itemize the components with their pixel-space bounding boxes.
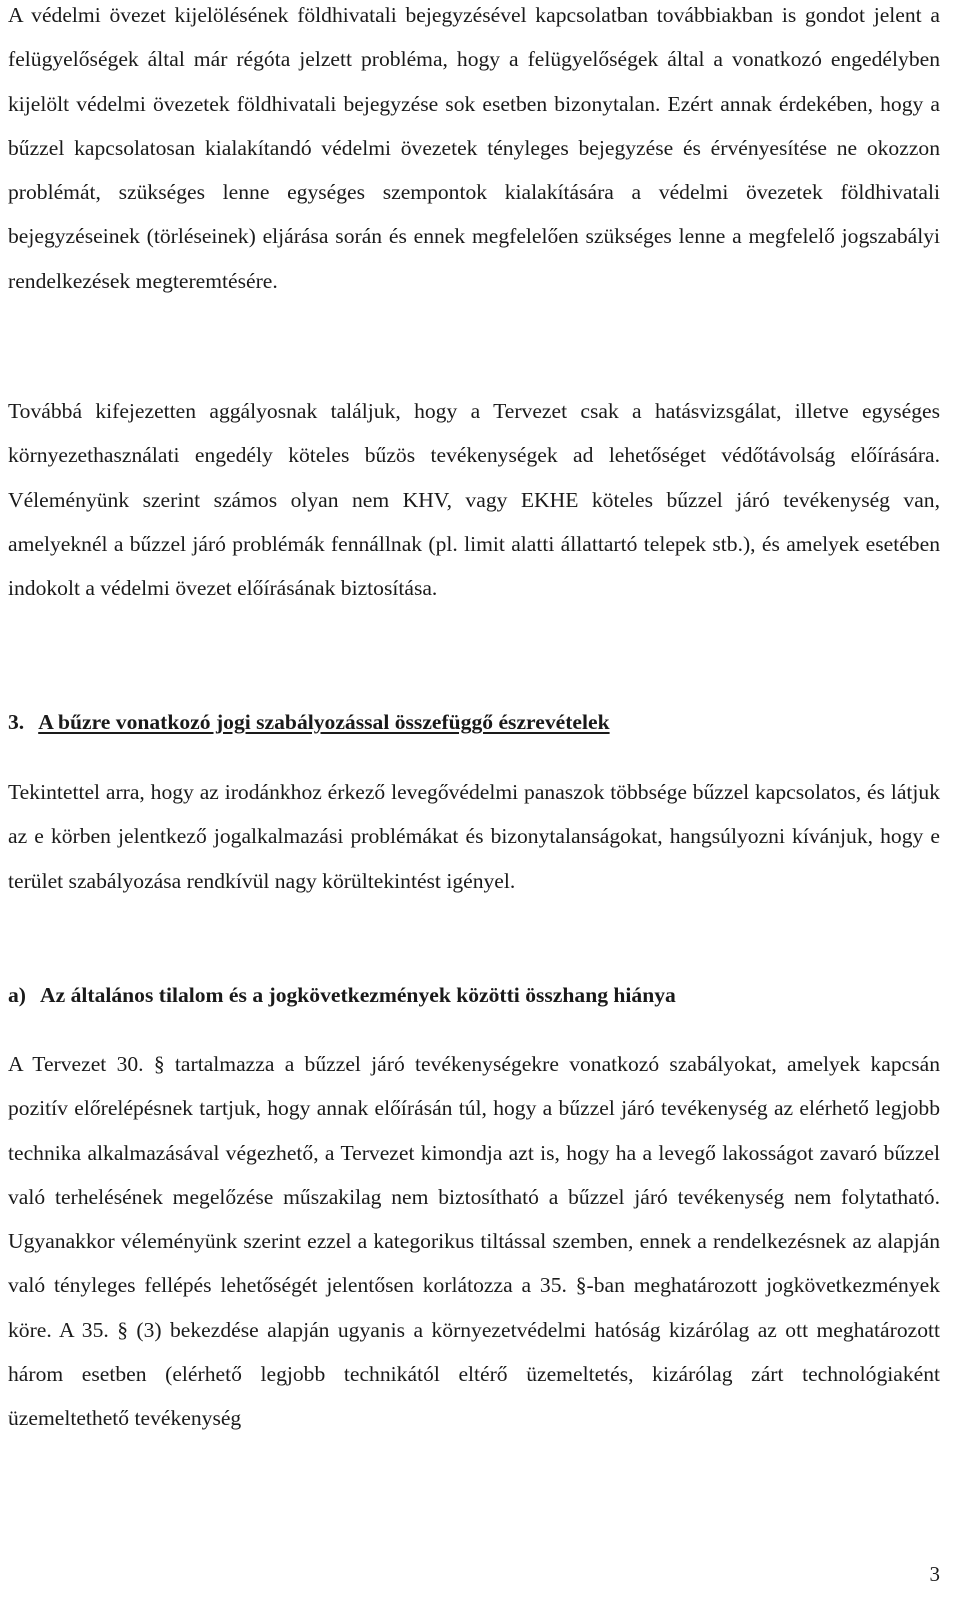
- paragraph-draft-section-30: A Tervezet 30. § tartalmazza a bűzzel járó tevékenységekre vonatkozó szabályokat, amelyek kapcsán pozitív előrelépésnek tartjuk, hogy annak előírásán túl, hogy a bűzzel járó tevékenység az elérhető legjobb technika alkalmazásával végezhető, a Tervezet kimondja azt is, hogy ha a levegő lakosságot zavaró bűzzel való terhelésének megelőzése műszakilag nem biztosítható a bűzzel járó tevékenység nem folytatható. Ugyanakkor véleményünk szerint ezzel a kategorikus tiltással szemben, ennek a rendelkezésnek az alapján való tényleges fellépés lehetőségét jelentősen korlátozza a 35. §-ban meghatározott jogkövetkezmények köre. A 35. § (3) bekezdése alapján ugyanis a környezetvédelmi hatóság kizárólag az ott meghatározott három esetben (elérhető legjobb technikától eltérő üzemeltetés, kizárólag zárt technológiaként üzemeltethető tevékenység: [8, 1052, 940, 1431]
- paragraph-protection-distance-concern: Továbbá kifejezetten aggályosnak találjuk, hogy a Tervezet csak a hatásvizsgálat, illetve egységes környezethasználati engedély köteles bűzös tevékenységek ad lehetőséget védőtávolság előírására. Véleményünk szerint számos olyan nem KHV, vagy EKHE köteles bűzzel járó tevékenység van, amelyeknél a bűzzel járó problémák fennállnak (pl. limit alatti állattartó telepek stb.), és amelyek esetében indokolt a védelmi övezet előírásának biztosítása.: [8, 399, 940, 601]
- subsection-letter: a): [8, 983, 26, 1007]
- section-heading: [8, 700, 940, 744]
- paragraph-protection-zone-registration: A védelmi övezet kijelölésének földhivatali bejegyzésével kapcsolatban továbbiakban is gondot jelent a felügyelőségek által már régóta jelzett probléma, hogy a felügyelőségek által a vonatkozó engedélyben kijelölt védelmi övezetek földhivatali bejegyzése sok esetben bizonytalan. Ezért annak érdekében, hogy a bűzzel kapcsolatosan kialakítandó védelmi övezetek tényleges bejegyzése és érvényesítése ne okozzon problémát, szükséges lenne egységes szempontok kialakítására a védelmi övezetek földhivatali bejegyzéseinek (törléseinek) eljárása során és ennek megfelelően szükséges lenne a megfelelő jogszabályi rendelkezések megteremtésére.: [8, 3, 940, 293]
- section-number: 3.: [8, 710, 25, 734]
- paragraph-complaints-intro: Tekintettel arra, hogy az irodánkhoz érkező levegővédelmi panaszok többsége bűzzel kapcsolatos, és látjuk az e körben jelentkező jogalkalmazási problémákat és bizonytalanságokat, hangsúlyozni kívánjuk, hogy e terület szabályozása rendkívül nagy körültekintést igényel.: [8, 780, 940, 893]
- subsection-title: Az általános tilalom és a jogkövetkezmények közötti összhang hiánya: [40, 983, 676, 1007]
- page-number: 3: [929, 1562, 940, 1586]
- section-title: A bűzre vonatkozó jogi szabályozással összefüggő észrevételek: [38, 710, 610, 734]
- subsection-heading: [8, 973, 940, 1017]
